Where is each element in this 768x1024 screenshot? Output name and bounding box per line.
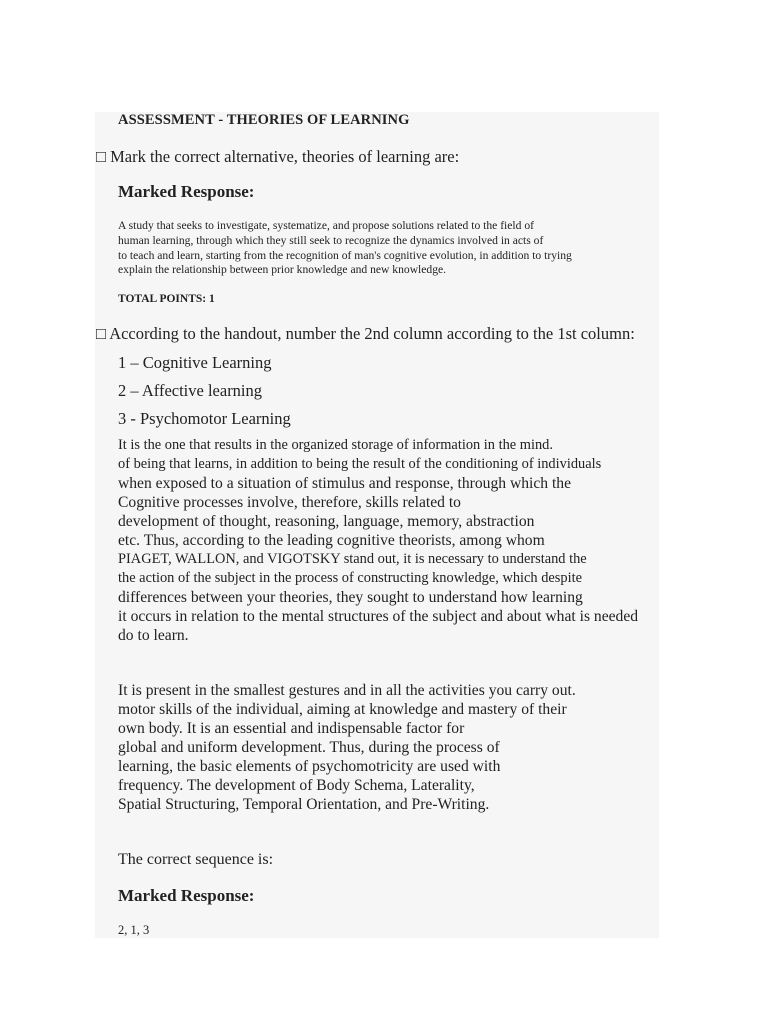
paragraph-line: It is the one that results in the organized storage of information in the mind. [118,437,553,453]
paragraph-line: it occurs in relation to the mental structures of the subject and about what is needed [118,608,639,625]
sequence-label: The correct sequence is: [118,851,274,868]
question-2-answer: 2, 1, 3 [118,923,150,937]
total-points: TOTAL POINTS: 1 [118,293,215,305]
paragraph-line: Spatial Structuring, Temporal Orientation, and Pre-Writing. [118,796,490,813]
question-2-prompt [96,324,635,344]
question-1-marked-label: Marked Response: [118,182,255,201]
paragraph-line: etc. Thus, according to the leading cognitive theorists, among whom [118,532,545,549]
paragraph-line: motor skills of the individual, aiming at knowledge and mastery of their [118,701,567,718]
response-line: explain the relationship between prior knowledge and new knowledge. [118,263,447,277]
paragraph-psychomotor [118,681,576,814]
paragraph-line: of being that learns, in addition to being the result of the conditioning of individuals [118,456,602,472]
column-item-affective: 2 – Affective learning [118,381,263,400]
paragraph-line: frequency. The development of Body Schema, Laterality, [118,777,475,794]
checkbox-icon: □ [96,324,106,343]
paragraph-line: development of thought, reasoning, language, memory, abstraction [118,513,535,530]
question-2-marked-label: Marked Response: [118,886,255,905]
paragraph-cognitive [118,436,638,645]
document-title: ASSESSMENT - THEORIES OF LEARNING [118,112,410,128]
checkbox-icon: □ [96,147,106,166]
paragraph-line: own body. It is an essential and indispensable factor for [118,720,465,737]
response-line: A study that seeks to investigate, systematize, and propose solutions related to the field of [118,219,534,232]
paragraph-line: do to learn. [118,627,189,644]
column-item-cognitive: 1 – Cognitive Learning [118,353,272,372]
paragraph-line: differences between your theories, they sought to understand how learning [118,589,583,606]
paragraph-line: the action of the subject in the process of constructing knowledge, which despite [118,570,582,586]
paragraph-line: PIAGET, WALLON, and VIGOTSKY stand out, it is necessary to understand the [118,551,587,567]
response-line: human learning, through which they still seek to recognize the dynamics involved in acts of [118,233,544,247]
question-1-text: Mark the correct alternative, theories of learning are: [110,147,460,166]
paragraph-line: Cognitive processes involve, therefore, skills related to [118,494,461,511]
paragraph-line: It is present in the smallest gestures and in all the activities you carry out. [118,682,576,699]
paragraph-line: learning, the basic elements of psychomotricity are used with [118,758,501,775]
question-2-text: According to the handout, number the 2nd column according to the 1st column: [109,324,635,343]
paragraph-line: global and uniform development. Thus, during the process of [118,739,500,756]
column-item-psychomotor: 3 - Psychomotor Learning [118,409,291,428]
response-line: to teach and learn, starting from the recognition of man's cognitive evolution, in addition to trying [118,248,572,262]
paragraph-line: when exposed to a situation of stimulus and response, through which the [118,475,572,492]
question-1-prompt [96,147,459,167]
question-1-response [118,219,572,278]
